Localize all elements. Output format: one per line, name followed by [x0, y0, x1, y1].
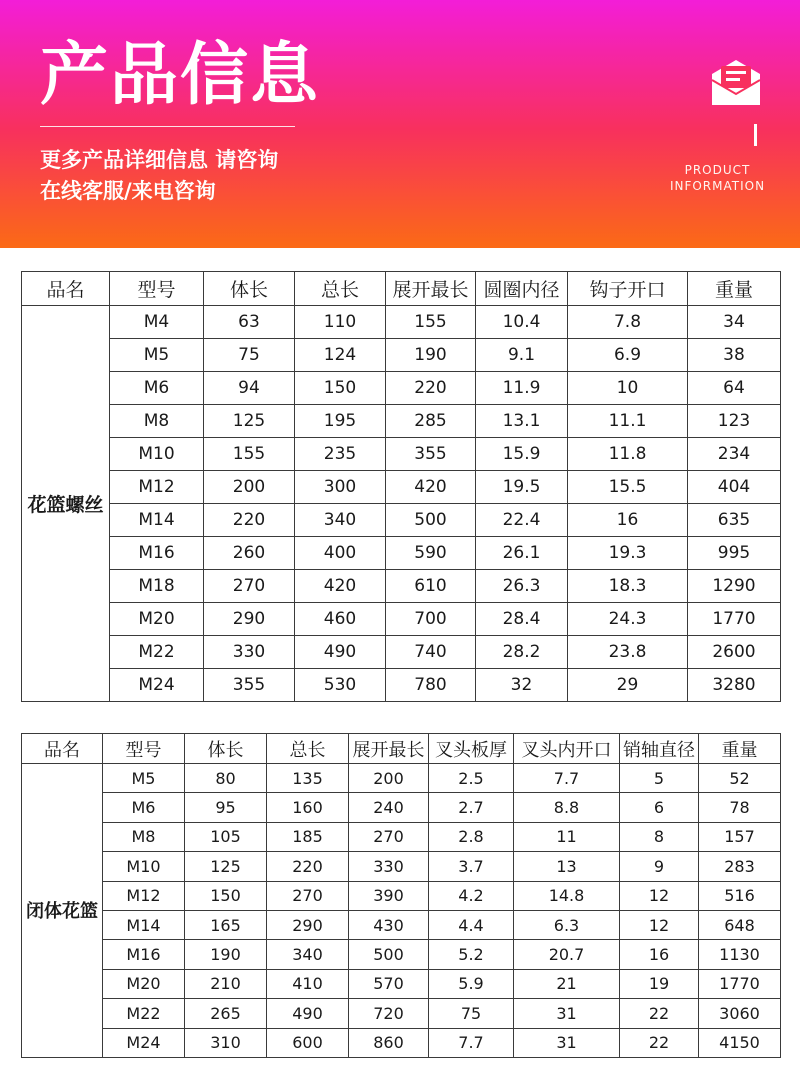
value-cell: 404	[688, 471, 781, 504]
value-cell: 38	[688, 339, 781, 372]
value-cell: 3060	[699, 999, 781, 1028]
value-cell: 24.3	[568, 603, 688, 636]
table-row	[22, 969, 781, 998]
table-header-row	[22, 272, 781, 306]
model-cell: M24	[103, 1028, 185, 1057]
value-cell: 700	[386, 603, 476, 636]
value-cell: 123	[688, 405, 781, 438]
column-header: 型号	[103, 734, 185, 764]
model-cell: M16	[103, 940, 185, 969]
value-cell: 235	[295, 438, 386, 471]
value-cell: 9	[620, 852, 699, 881]
value-cell: 80	[185, 764, 267, 793]
value-cell: 34	[688, 306, 781, 339]
value-cell: 600	[267, 1028, 349, 1057]
value-cell: 19.5	[476, 471, 568, 504]
value-cell: 32	[476, 669, 568, 702]
column-header: 体长	[185, 734, 267, 764]
value-cell: 300	[295, 471, 386, 504]
value-cell: 75	[204, 339, 295, 372]
table-header-row	[22, 734, 781, 764]
value-cell: 340	[267, 940, 349, 969]
value-cell: 780	[386, 669, 476, 702]
value-cell: 310	[185, 1028, 267, 1057]
value-cell: 15.9	[476, 438, 568, 471]
table-row	[22, 471, 781, 504]
value-cell: 5.9	[429, 969, 514, 998]
closed-turnbuckle-spec-table	[21, 733, 781, 1058]
model-cell: M22	[110, 636, 204, 669]
value-cell: 124	[295, 339, 386, 372]
value-cell: 420	[386, 471, 476, 504]
column-header: 型号	[110, 272, 204, 306]
value-cell: 5.2	[429, 940, 514, 969]
value-cell: 995	[688, 537, 781, 570]
model-cell: M14	[110, 504, 204, 537]
value-cell: 190	[185, 940, 267, 969]
value-cell: 8.8	[514, 793, 620, 822]
value-cell: 7.7	[514, 764, 620, 793]
value-cell: 21	[514, 969, 620, 998]
value-cell: 4150	[699, 1028, 781, 1057]
model-cell: M12	[103, 881, 185, 910]
column-header: 圆圈内径	[476, 272, 568, 306]
value-cell: 330	[204, 636, 295, 669]
value-cell: 400	[295, 537, 386, 570]
value-cell: 28.2	[476, 636, 568, 669]
value-cell: 420	[295, 570, 386, 603]
value-cell: 31	[514, 999, 620, 1028]
value-cell: 11.1	[568, 405, 688, 438]
value-cell: 22	[620, 1028, 699, 1057]
banner-english-line1: PRODUCT	[684, 163, 751, 177]
value-cell: 220	[204, 504, 295, 537]
model-cell: M8	[103, 822, 185, 851]
value-cell: 125	[185, 852, 267, 881]
turnbuckle-spec-table	[21, 271, 781, 702]
value-cell: 110	[295, 306, 386, 339]
value-cell: 75	[429, 999, 514, 1028]
value-cell: 28.4	[476, 603, 568, 636]
value-cell: 330	[349, 852, 429, 881]
mail-icon	[708, 58, 764, 108]
column-header: 重量	[688, 272, 781, 306]
value-cell: 29	[568, 669, 688, 702]
value-cell: 4.4	[429, 910, 514, 939]
value-cell: 18.3	[568, 570, 688, 603]
value-cell: 7.7	[429, 1028, 514, 1057]
table-row	[22, 504, 781, 537]
value-cell: 22	[620, 999, 699, 1028]
value-cell: 6	[620, 793, 699, 822]
column-header: 叉头板厚	[429, 734, 514, 764]
value-cell: 160	[267, 793, 349, 822]
value-cell: 270	[267, 881, 349, 910]
model-cell: M14	[103, 910, 185, 939]
value-cell: 200	[204, 471, 295, 504]
column-header: 总长	[295, 272, 386, 306]
model-cell: M6	[110, 372, 204, 405]
value-cell: 63	[204, 306, 295, 339]
value-cell: 355	[386, 438, 476, 471]
value-cell: 740	[386, 636, 476, 669]
value-cell: 260	[204, 537, 295, 570]
page-title: 产品信息	[40, 36, 321, 115]
value-cell: 11.8	[568, 438, 688, 471]
value-cell: 290	[267, 910, 349, 939]
value-cell: 195	[295, 405, 386, 438]
column-header: 钩子开口	[568, 272, 688, 306]
value-cell: 31	[514, 1028, 620, 1057]
table-row	[22, 438, 781, 471]
column-header: 展开最长	[349, 734, 429, 764]
table-row	[22, 636, 781, 669]
value-cell: 590	[386, 537, 476, 570]
model-cell: M5	[103, 764, 185, 793]
value-cell: 1290	[688, 570, 781, 603]
table-row	[22, 822, 781, 851]
table-row	[22, 793, 781, 822]
table-row	[22, 940, 781, 969]
model-cell: M20	[103, 969, 185, 998]
value-cell: 635	[688, 504, 781, 537]
model-cell: M8	[110, 405, 204, 438]
value-cell: 500	[386, 504, 476, 537]
model-cell: M4	[110, 306, 204, 339]
value-cell: 390	[349, 881, 429, 910]
value-cell: 3280	[688, 669, 781, 702]
value-cell: 570	[349, 969, 429, 998]
value-cell: 26.1	[476, 537, 568, 570]
value-cell: 11	[514, 822, 620, 851]
value-cell: 12	[620, 881, 699, 910]
value-cell: 95	[185, 793, 267, 822]
value-cell: 125	[204, 405, 295, 438]
value-cell: 64	[688, 372, 781, 405]
table-row	[22, 852, 781, 881]
value-cell: 530	[295, 669, 386, 702]
value-cell: 150	[185, 881, 267, 910]
table-row	[22, 570, 781, 603]
column-header: 品名	[22, 734, 103, 764]
column-header: 总长	[267, 734, 349, 764]
value-cell: 355	[204, 669, 295, 702]
value-cell: 94	[204, 372, 295, 405]
model-cell: M12	[110, 471, 204, 504]
value-cell: 78	[699, 793, 781, 822]
value-cell: 290	[204, 603, 295, 636]
model-cell: M6	[103, 793, 185, 822]
value-cell: 135	[267, 764, 349, 793]
header-banner	[0, 0, 800, 248]
table-row	[22, 603, 781, 636]
value-cell: 150	[295, 372, 386, 405]
model-cell: M16	[110, 537, 204, 570]
value-cell: 648	[699, 910, 781, 939]
value-cell: 500	[349, 940, 429, 969]
value-cell: 340	[295, 504, 386, 537]
value-cell: 52	[699, 764, 781, 793]
table-row	[22, 537, 781, 570]
value-cell: 22.4	[476, 504, 568, 537]
table-row	[22, 1028, 781, 1057]
model-cell: M22	[103, 999, 185, 1028]
value-cell: 610	[386, 570, 476, 603]
value-cell: 460	[295, 603, 386, 636]
table-row	[22, 999, 781, 1028]
value-cell: 16	[620, 940, 699, 969]
column-header: 体长	[204, 272, 295, 306]
banner-english-line2: INFORMATION	[669, 179, 766, 193]
value-cell: 410	[267, 969, 349, 998]
table-row	[22, 405, 781, 438]
value-cell: 155	[204, 438, 295, 471]
column-header: 叉头内开口	[514, 734, 620, 764]
banner-subtitle-line2: 在线客服/来电咨询	[40, 179, 216, 203]
value-cell: 105	[185, 822, 267, 851]
value-cell: 19.3	[568, 537, 688, 570]
value-cell: 516	[699, 881, 781, 910]
value-cell: 860	[349, 1028, 429, 1057]
value-cell: 165	[185, 910, 267, 939]
model-cell: M5	[110, 339, 204, 372]
model-cell: M20	[110, 603, 204, 636]
value-cell: 270	[349, 822, 429, 851]
model-cell: M10	[103, 852, 185, 881]
value-cell: 10.4	[476, 306, 568, 339]
table-row	[22, 881, 781, 910]
value-cell: 285	[386, 405, 476, 438]
value-cell: 1130	[699, 940, 781, 969]
product-name-cell: 闭体花篮	[22, 764, 103, 1058]
value-cell: 12	[620, 910, 699, 939]
value-cell: 200	[349, 764, 429, 793]
value-cell: 155	[386, 306, 476, 339]
accent-bar	[754, 124, 757, 146]
model-cell: M10	[110, 438, 204, 471]
value-cell: 234	[688, 438, 781, 471]
value-cell: 8	[620, 822, 699, 851]
banner-subtitle-line1: 更多产品详细信息 请咨询	[40, 148, 279, 172]
value-cell: 19	[620, 969, 699, 998]
value-cell: 10	[568, 372, 688, 405]
product-name-cell: 花篮螺丝	[22, 306, 110, 702]
value-cell: 1770	[699, 969, 781, 998]
value-cell: 1770	[688, 603, 781, 636]
model-cell: M18	[110, 570, 204, 603]
value-cell: 2.5	[429, 764, 514, 793]
value-cell: 220	[386, 372, 476, 405]
column-header: 展开最长	[386, 272, 476, 306]
value-cell: 4.2	[429, 881, 514, 910]
column-header: 品名	[22, 272, 110, 306]
value-cell: 240	[349, 793, 429, 822]
value-cell: 16	[568, 504, 688, 537]
table-row	[22, 910, 781, 939]
value-cell: 265	[185, 999, 267, 1028]
column-header: 重量	[699, 734, 781, 764]
value-cell: 20.7	[514, 940, 620, 969]
table-row	[22, 372, 781, 405]
value-cell: 14.8	[514, 881, 620, 910]
column-header: 销轴直径	[620, 734, 699, 764]
value-cell: 190	[386, 339, 476, 372]
value-cell: 13.1	[476, 405, 568, 438]
table-row	[22, 764, 781, 793]
value-cell: 13	[514, 852, 620, 881]
model-cell: M24	[110, 669, 204, 702]
value-cell: 5	[620, 764, 699, 793]
value-cell: 283	[699, 852, 781, 881]
value-cell: 490	[267, 999, 349, 1028]
table-row	[22, 306, 781, 339]
value-cell: 2.8	[429, 822, 514, 851]
value-cell: 6.3	[514, 910, 620, 939]
value-cell: 15.5	[568, 471, 688, 504]
value-cell: 220	[267, 852, 349, 881]
value-cell: 430	[349, 910, 429, 939]
value-cell: 3.7	[429, 852, 514, 881]
value-cell: 720	[349, 999, 429, 1028]
value-cell: 270	[204, 570, 295, 603]
value-cell: 9.1	[476, 339, 568, 372]
title-divider	[40, 126, 295, 127]
value-cell: 2.7	[429, 793, 514, 822]
value-cell: 6.9	[568, 339, 688, 372]
value-cell: 26.3	[476, 570, 568, 603]
table-row	[22, 339, 781, 372]
value-cell: 490	[295, 636, 386, 669]
value-cell: 7.8	[568, 306, 688, 339]
value-cell: 11.9	[476, 372, 568, 405]
value-cell: 23.8	[568, 636, 688, 669]
value-cell: 2600	[688, 636, 781, 669]
value-cell: 210	[185, 969, 267, 998]
value-cell: 157	[699, 822, 781, 851]
value-cell: 185	[267, 822, 349, 851]
table-row	[22, 669, 781, 702]
